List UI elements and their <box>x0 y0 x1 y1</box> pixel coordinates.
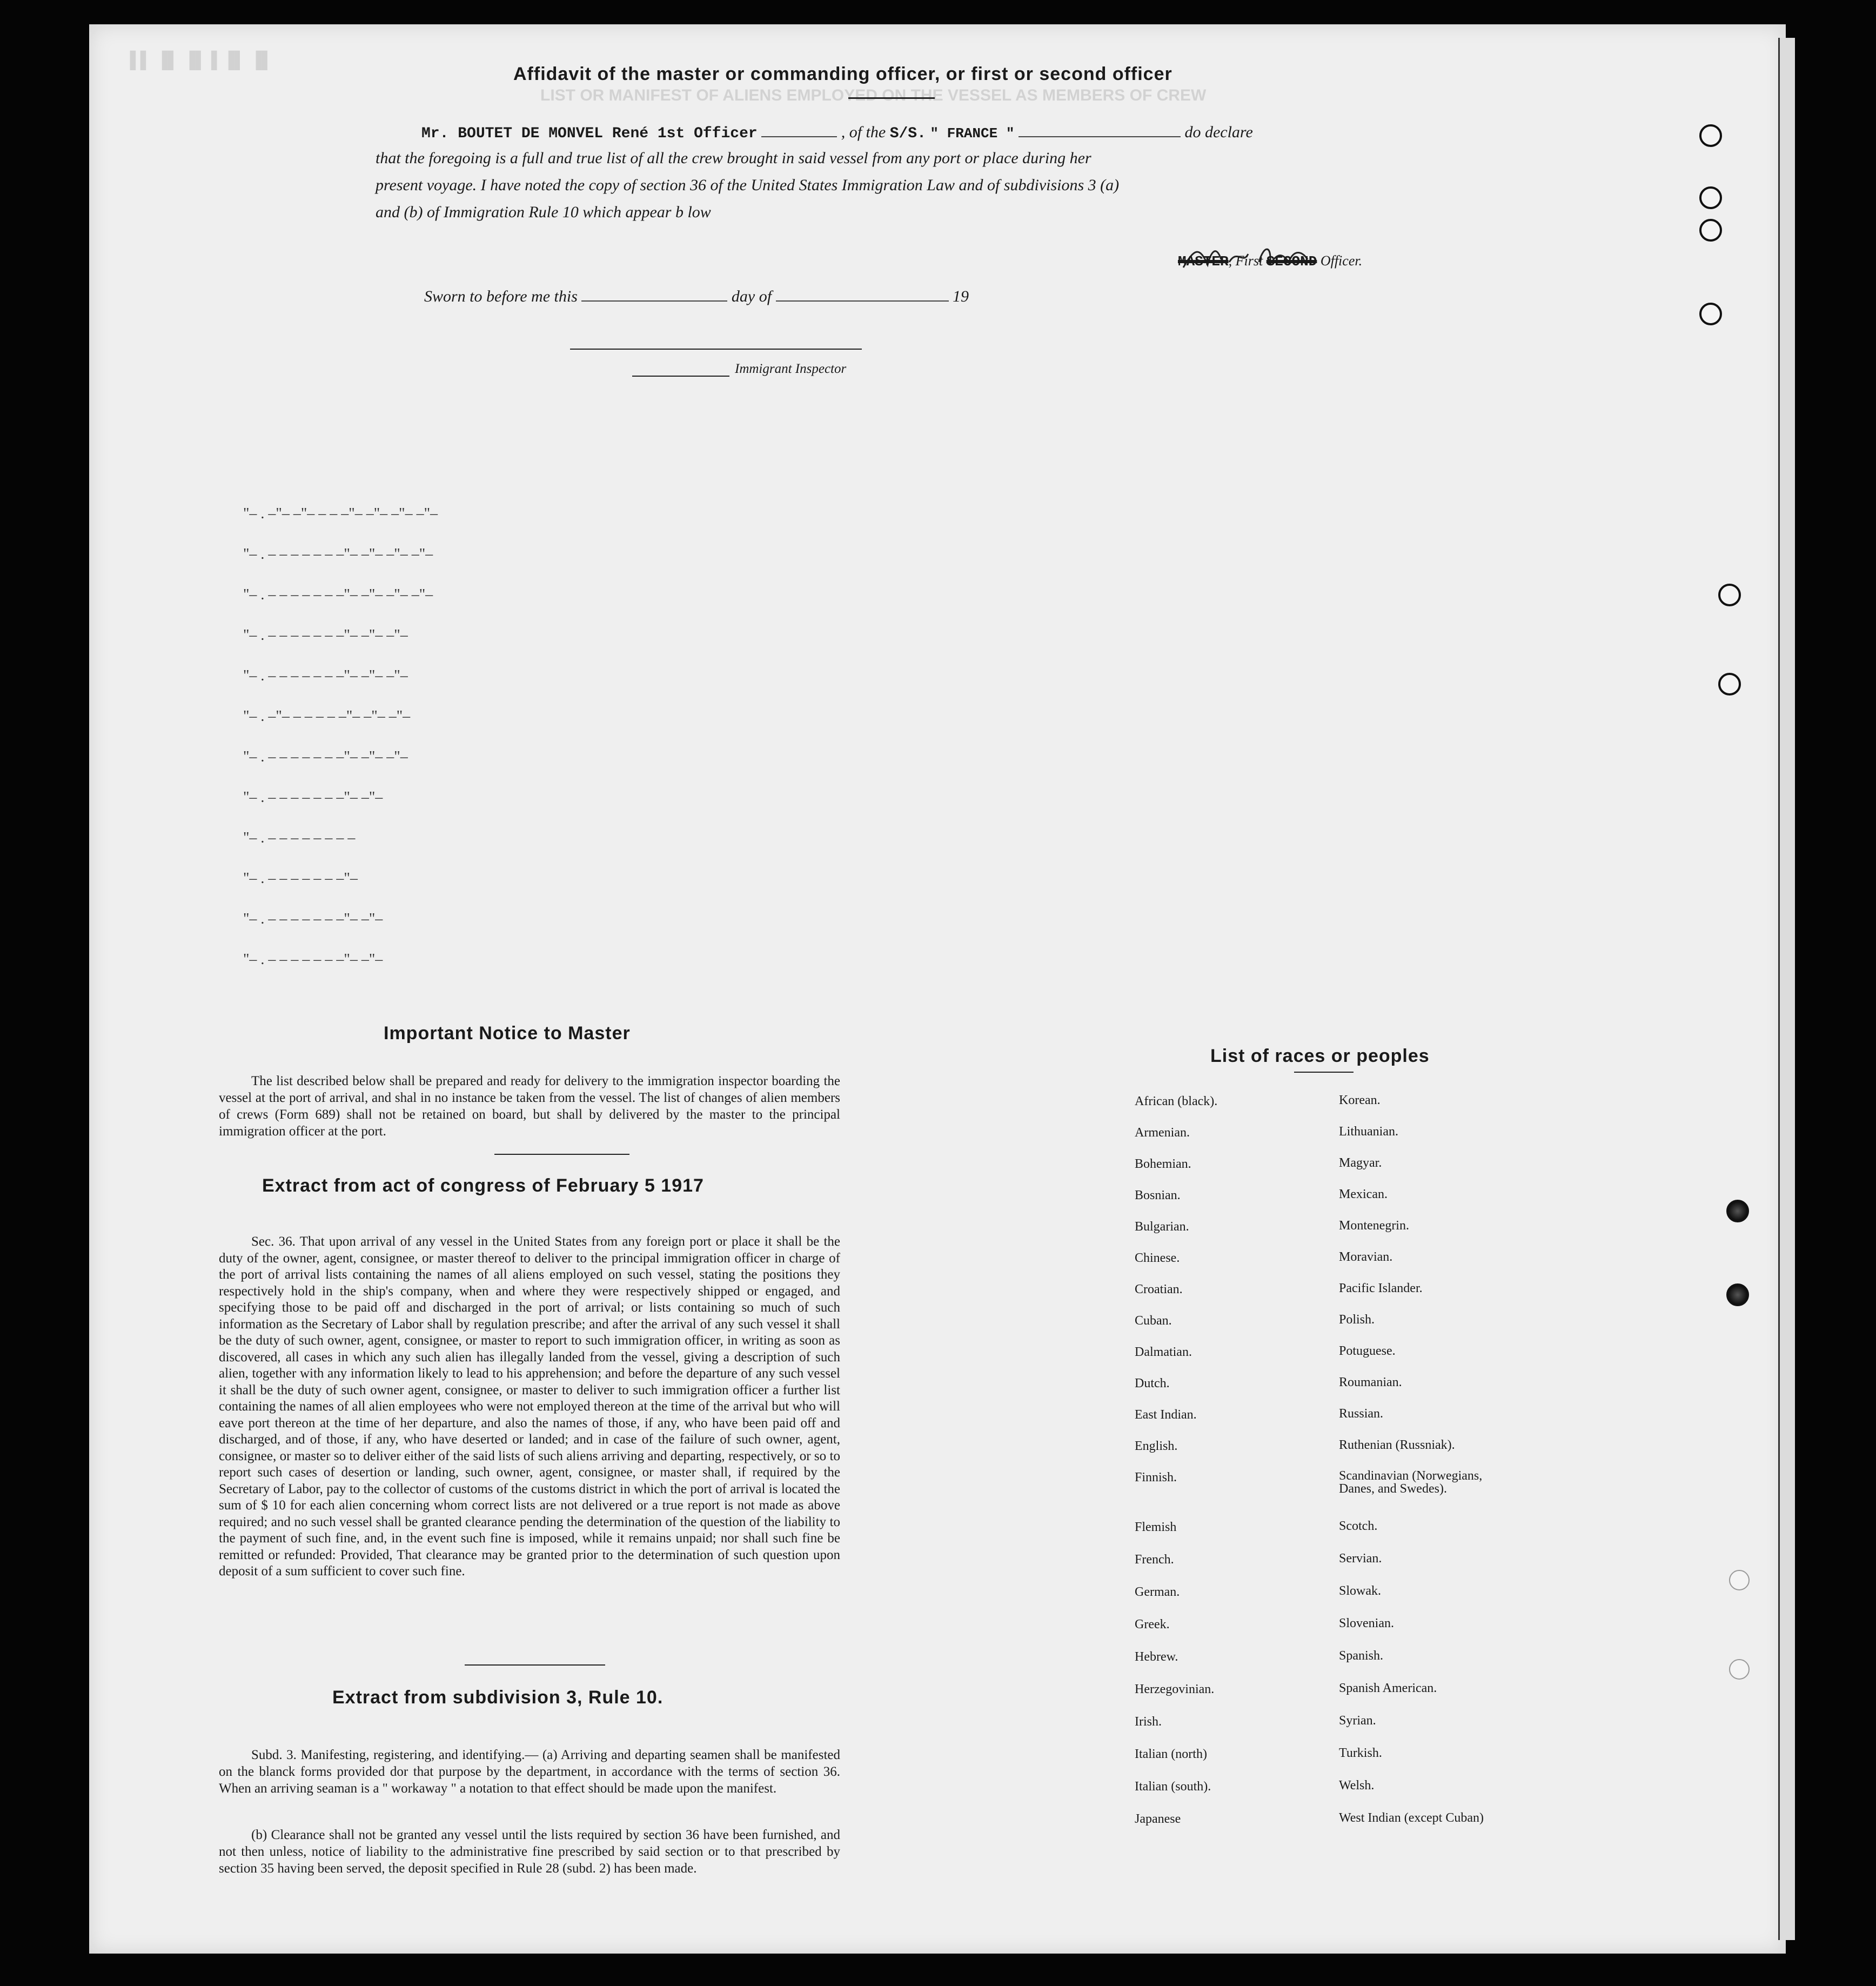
race-item: Servian. <box>1339 1552 1382 1566</box>
race-item: Japanese <box>1135 1812 1181 1826</box>
race-item: Italian (north) <box>1135 1747 1207 1761</box>
ditto-row: "– . –"– – – – – –"– –"– –"– <box>243 708 411 725</box>
ditto-row: "– . – – – – – – –"– <box>243 870 358 887</box>
bleed-through-header: ▐ ▌ ▐▌ ▐▌ ▌▐▌ ▐▌ <box>124 51 273 69</box>
extract-rule-para-b: (b) Clearance shall not be granted any vessel until the lists required by section 36 have been furnished, and not then unless, notice of liability to the administrative fine prescribed by said section or to that prescribed by section 35 having been served, the deposit specified in Rule 28 (subd. 2) has been made. <box>219 1828 840 1876</box>
race-item: Montenegrin. <box>1339 1219 1409 1233</box>
inspector-short-line <box>632 376 729 377</box>
race-item: Dutch. <box>1135 1376 1170 1390</box>
ditto-row: "– . – – – – – – –"– –"– –"– <box>243 748 408 765</box>
bleed-through-heading: LIST OR MANIFEST OF ALIENS EMPLOYED ON THE VESSEL AS MEMBERS OF CREW <box>540 86 1207 104</box>
race-item: Magyar. <box>1339 1156 1382 1170</box>
ditto-row: "– . –"– –"– – – –"– –"– –"– –"– <box>243 505 438 522</box>
notice-text: The list described below shall be prepared and ready for delivery to the immigration inspector boarding the vessel at the port of arrival, and shal in no instance be taken from the vessel. The list of changes of alien members of crews (Form 689) shall not be retained on board, but shall by delivered by the master to the principal immigration officer at the port. <box>219 1074 840 1139</box>
ditto-row: "– . – – – – – – –"– –"– –"– <box>243 667 408 684</box>
race-item: Welsh. <box>1339 1778 1375 1793</box>
ditto-row: "– . – – – – – – –"– –"– <box>243 911 383 927</box>
ditto-row: "– . – – – – – – – – <box>243 830 356 846</box>
day-of-label: day of <box>731 287 772 305</box>
ditto-row: "– . – – – – – – –"– –"– –"– –"– <box>243 546 433 563</box>
binder-hole <box>1726 1283 1749 1306</box>
struck-master-word: MASTER <box>1178 253 1229 270</box>
race-item: Lithuanian. <box>1339 1125 1398 1139</box>
officer-name: Mr. BOUTET DE MONVEL René 1st Officer <box>421 125 758 142</box>
race-item: Herzegovinian. <box>1135 1682 1215 1696</box>
sworn-prefix: Sworn to before me this <box>424 287 578 305</box>
binder-hole <box>1718 673 1741 696</box>
race-item: Syrian. <box>1339 1714 1376 1728</box>
race-item: Greek. <box>1135 1617 1170 1631</box>
binder-hole <box>1729 1659 1750 1680</box>
race-item: Roumanian. <box>1339 1375 1402 1389</box>
race-item: Slowak. <box>1339 1584 1381 1598</box>
notice-rule <box>494 1154 629 1155</box>
races-title-underline <box>1294 1072 1354 1073</box>
binder-hole <box>1718 584 1741 606</box>
vessel-name: " FRANCE " <box>930 125 1015 142</box>
race-item: Armenian. <box>1135 1126 1190 1140</box>
race-item: Pacific Islander. <box>1339 1281 1423 1295</box>
race-item: Irish. <box>1135 1715 1162 1729</box>
race-item: Moravian. <box>1339 1250 1393 1264</box>
ditto-row: "– . – – – – – – –"– –"– <box>243 951 383 968</box>
year-label: 19 <box>953 287 969 305</box>
extract-rule-para-a: Subd. 3. Manifesting, registering, and identifying.— (a) Arriving and departing seamen shall be manifested on the blanck forms provided dor that purpose by the department, in accordance with the terms of section 36. When an arriving seaman is a " workaway " a notation to that effect should be made upon the manifest. <box>219 1748 840 1796</box>
race-item: Croatian. <box>1135 1282 1183 1296</box>
extract-act-title: Extract from act of congress of February 5 1917 <box>262 1175 704 1196</box>
race-item: Russian. <box>1339 1407 1384 1421</box>
race-item: Bosnian. <box>1135 1188 1181 1202</box>
of-the-label: , of the <box>841 123 886 141</box>
affidavit-declaration-line <box>421 123 1253 142</box>
race-item: Polish. <box>1339 1313 1375 1327</box>
race-item: French. <box>1135 1553 1174 1567</box>
manifest-page <box>89 24 1786 1954</box>
races-title: List of races or peoples <box>1210 1046 1430 1066</box>
race-item: Hebrew. <box>1135 1650 1178 1664</box>
race-item: Cuban. <box>1135 1314 1172 1328</box>
race-item: Scotch. <box>1339 1519 1378 1533</box>
notice-title: Important Notice to Master <box>384 1023 631 1044</box>
title-underline <box>848 97 935 99</box>
binder-hole <box>1726 1200 1749 1222</box>
race-item: Dalmatian. <box>1135 1345 1192 1359</box>
ditto-row: "– . – – – – – – –"– –"– <box>243 789 383 806</box>
race-item: Potuguese. <box>1339 1344 1396 1358</box>
binder-hole <box>1699 303 1722 325</box>
sworn-day-blank <box>581 287 727 302</box>
affidavit-line-4: and (b) of Immigration Rule 10 which appear b low <box>376 203 711 221</box>
race-item: Bulgarian. <box>1135 1220 1189 1234</box>
sworn-month-blank <box>776 287 949 302</box>
race-item: Flemish <box>1135 1520 1177 1534</box>
signature-suffix: Officer. <box>1320 253 1363 269</box>
binder-hole <box>1729 1570 1750 1590</box>
race-item: Korean. <box>1339 1093 1381 1107</box>
affidavit-line-2: that the foregoing is a full and true list of all the crew brought in said vessel from any port or place during her <box>376 149 1091 167</box>
ditto-row: "– . – – – – – – –"– –"– –"– –"– <box>243 586 433 603</box>
affidavit-line-3: present voyage. I have noted the copy of section 36 of the United States Immigration Law and of subdivisions 3 (a) <box>376 176 1120 194</box>
race-item: Spanish. <box>1339 1649 1384 1663</box>
race-item: African (black). <box>1135 1094 1218 1108</box>
race-item: Spanish American. <box>1339 1681 1437 1695</box>
binder-hole <box>1699 124 1722 147</box>
extract-act-text: Sec. 36. That upon arrival of any vessel in the United States from any foreign port or place it shall be the duty of the owner, agent, consignee, or master thereof to deliver to the principal immigration officer in charge of the port of arrival lists containing the names of all aliens employed on such vessel, stating the positions they respectively hold in the ship's company, when and where they were respectively shipped or engaged, and specifying those to be paid off and discharged in the port of arrival; or lists containing so much of such information as the Secretary of Labor shall by regulation prescribe; and after the arrival of any such vessel it shall be the duty of such owner, agent, consignee, or master to report to such immigration officer, in writing as soon as discovered, all cases in which any such alien has illegally landed from the vessel, giving a description of such alien, together with any information likely to lead to his apprehension; and before the departure of any such vessel it shall be the duty of such owner agent, consignee, or master to deliver to such immigration officer a further list containing the names of all alien employees who were not employed thereon at the time of the arrival but who will eave port thereon at the time of her departure, and also the names of those, if any, who have been paid off and discharged, and of those, if any, who have deserted or landed; and in case of the failure of such owner, agent, consignee, or master so to deliver either of the said lists of such aliens arriving and departing, respectively, or so to report such cases of desertion or landing, such owner, agent, consignee, or master shall, if required by the Secretary of Labor, pay to the collector of customs of the customs district in which the port of arrival is located the sum of $ 10 for each alien concerning whom correct lists are not delivered or a true report is not made as above required; and no such vessel shall be granted clearance pending the determination of the question of the liability to the payment of such fine, and, in the event such fine is imposed, while it remains unpaid; nor shall such fine be remitted or refunded: Provided, That clearance may be granted prior to the determination of such question upon deposit of a sum sufficient to cover such fine. <box>219 1234 840 1579</box>
race-item: West Indian (except Cuban) <box>1339 1811 1484 1825</box>
race-item: East Indian. <box>1135 1408 1197 1422</box>
race-item: Slovenian. <box>1339 1616 1394 1630</box>
struck-second-word: SECOND <box>1266 253 1317 270</box>
extract-rule <box>465 1664 605 1666</box>
vessel-blank <box>1019 123 1181 137</box>
signature-role: First <box>1235 253 1263 269</box>
race-item: Finnish. <box>1135 1470 1177 1485</box>
signature-line: MASTER, First SECOND Officer. <box>1178 253 1363 270</box>
race-item: Turkish. <box>1339 1746 1382 1760</box>
sworn-line <box>424 287 969 305</box>
race-item: Italian (south). <box>1135 1780 1211 1794</box>
race-item: Mexican. <box>1339 1187 1388 1201</box>
extract-rule-title: Extract from subdivision 3, Rule 10. <box>332 1687 664 1708</box>
officer-name-blank <box>761 123 837 137</box>
do-declare-label: do declare <box>1184 123 1253 141</box>
binder-hole <box>1699 186 1722 209</box>
race-item: English. <box>1135 1439 1178 1453</box>
binder-hole <box>1699 219 1722 242</box>
page-edge <box>1778 38 1795 1940</box>
inspector-signature-line <box>570 349 862 350</box>
race-item: Ruthenian (Russniak). <box>1339 1438 1455 1452</box>
inspector-label: Immigrant Inspector <box>735 362 847 376</box>
vessel-prefix: S/S. <box>889 125 926 142</box>
race-item: Bohemian. <box>1135 1157 1191 1171</box>
affidavit-title: Affidavit of the master or commanding officer, or first or second officer <box>513 64 1172 84</box>
race-item: Scandinavian (Norwegians, Danes, and Swedes). <box>1339 1469 1483 1496</box>
ditto-row: "– . – – – – – – –"– –"– –"– <box>243 627 408 644</box>
race-item: German. <box>1135 1585 1180 1599</box>
race-item: Chinese. <box>1135 1251 1180 1265</box>
